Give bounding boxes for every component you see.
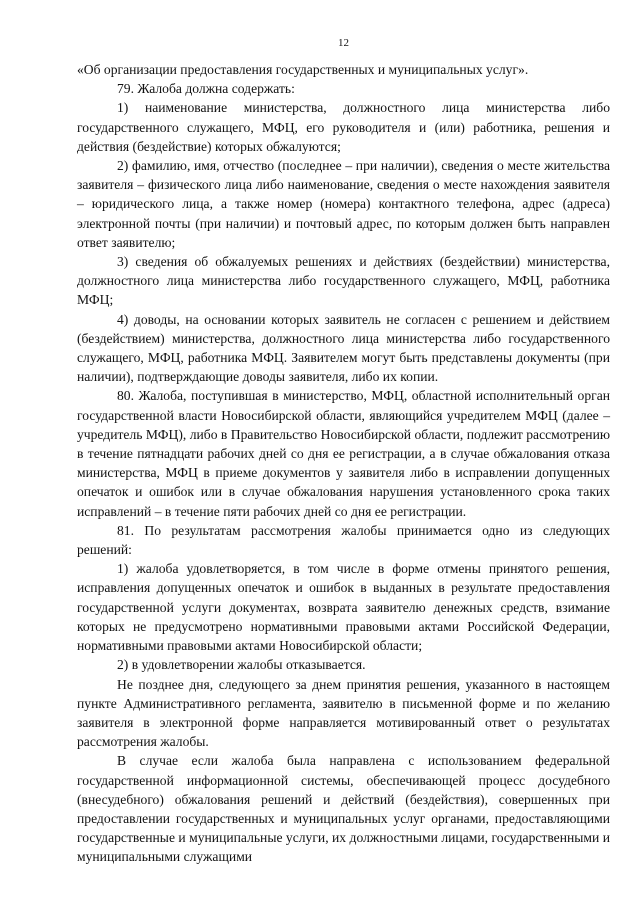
paragraph-79-item-3: 3) сведения об обжалуемых решениях и действиях (бездействии) министерства, должностного лица министерства либо государственного служащего, МФЦ, работника МФЦ;	[77, 254, 610, 308]
paragraph-79-item-2: 2) фамилию, имя, отчество (последнее – при наличии), сведения о месте жительства заявителя – физического лица либо наименование, сведения о месте нахождения заявителя – юридического лица, а также номер (номера) контактного телефона, адрес (адреса) электронной почты (при наличии) и почтовый адрес, по которым должен быть направлен ответ заявителю;	[77, 158, 610, 250]
paragraph-continuation: «Об организации предоставления государственных и муниципальных услуг».	[77, 62, 529, 77]
paragraph-79-item-4: 4) доводы, на основании которых заявитель не согласен с решением и действием (бездействием) министерства, должностного лица министерства либо государственного служащего, МФЦ, работника МФЦ. Заявителем могут быть представлены документы (при наличии), подтверждающие доводы заявителя, либо их копии.	[77, 311, 610, 385]
paragraph-81: 81. По результатам рассмотрения жалобы принимается одно из следующих решений:	[77, 522, 610, 558]
paragraph-79-item-1: 1) наименование министерства, должностного лица министерства либо государственного служащего, МФЦ, его руководителя и (или) работника, решения и действия (бездействие) которых обжалуются;	[77, 100, 610, 154]
document-page	[77, 36, 610, 867]
page-number: 12	[338, 37, 349, 49]
paragraph-81-item-1: 1) жалоба удовлетворяется, в том числе в форме отмены принятого решения, исправления допущенных опечаток и ошибок в выданных в результате предоставления государственной услуги документах, возврата заявителю денежных средств, взимание которых не предусмотрено нормативными правовыми актами Российской Федерации, нормативными правовыми актами Новосибирской области;	[77, 561, 610, 654]
paragraph-federal-system: В случае если жалоба была направлена с использованием федеральной государственной информационной системы, обеспечивающей процесс досудебного (внесудебного) обжалования решений и действий (бездействия), совершенных при предоставлении государственных и муниципальных услуг органами, предоставляющими государственные и муниципальные услуги, их должностными лицами, государственными и муниципальными служащими	[77, 753, 610, 865]
paragraph-response-deadline: Не позднее дня, следующего за днем принятия решения, указанного в настоящем пункте Административного регламента, заявителю в письменной форме и по желанию заявителя в электронной форме направляется мотивированный ответ о результатах рассмотрения жалобы.	[77, 676, 610, 750]
paragraph-79: 79. Жалоба должна содержать:	[117, 81, 295, 97]
paragraph-81-item-2: 2) в удовлетворении жалобы отказывается.	[117, 657, 366, 673]
paragraph-80: 80. Жалоба, поступившая в министерство, МФЦ, областной исполнительный орган государственной власти Новосибирской области, являющийся учредителем МФЦ (далее – учредитель МФЦ), либо в Правительство Новосибирской области, подлежит рассмотрению в течение пятнадцати рабочих дней со дня ее регистрации, а в случае обжалования отказа министерства, МФЦ в приеме документов у заявителя либо в исправлении допущенных опечаток и ошибок или в случае обжалования нарушения установленного срока таких исправлений – в течение пяти рабочих дней со дня ее регистрации.	[77, 388, 610, 519]
